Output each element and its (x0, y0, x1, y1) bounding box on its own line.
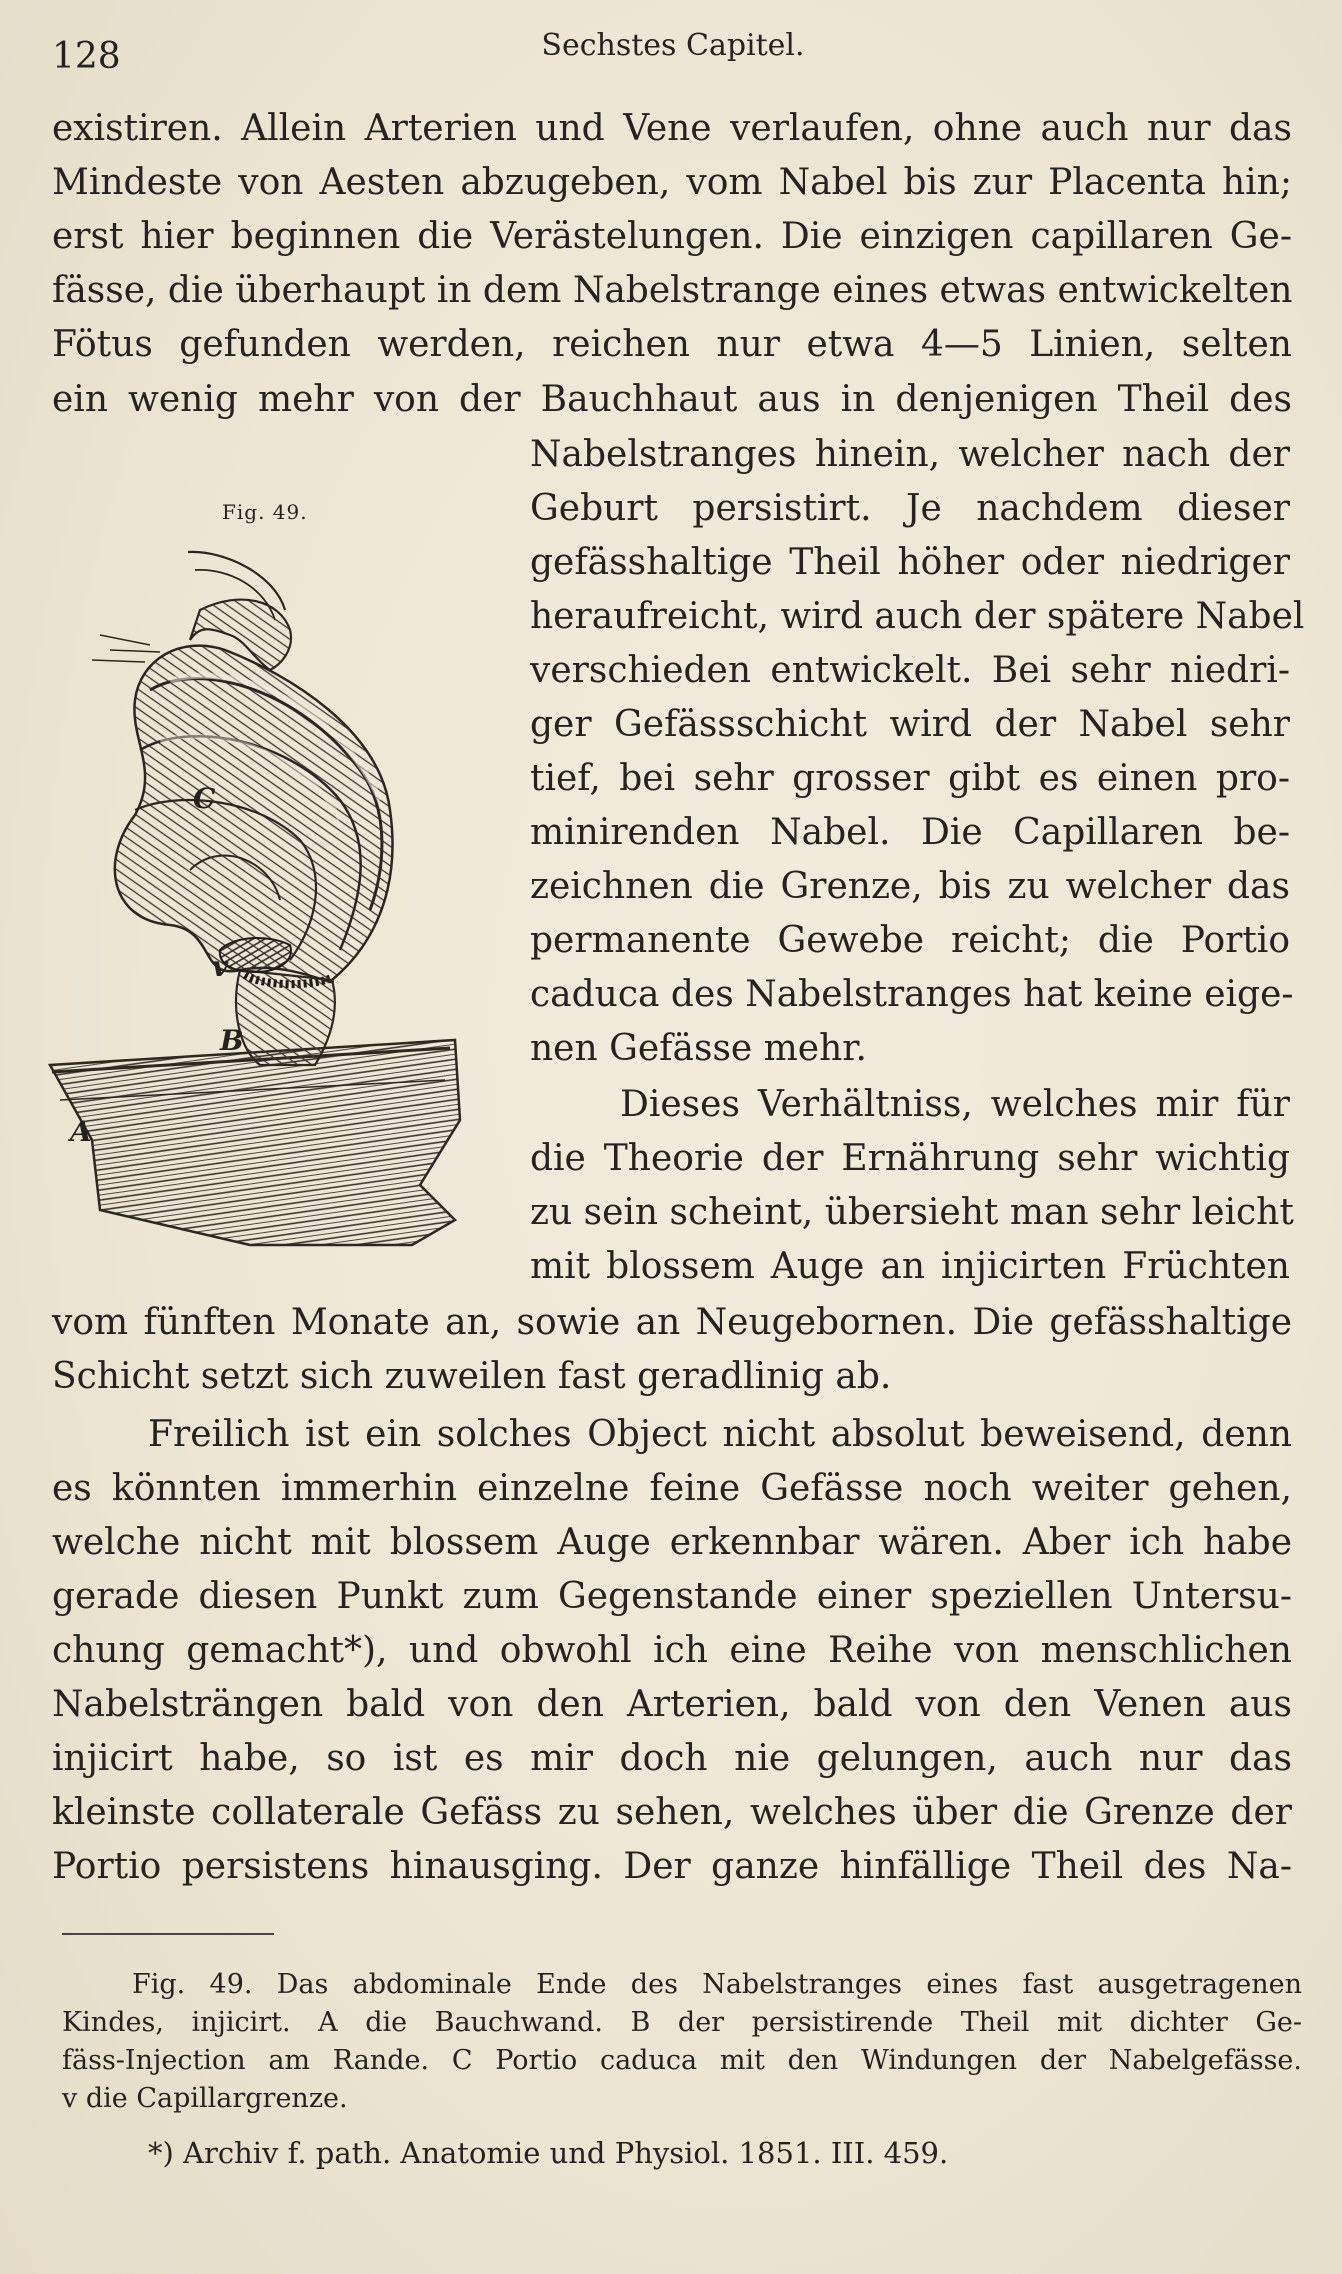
body-line: Freilich ist ein solches Object nicht absolut beweisend, denn (148, 1414, 1292, 1455)
body-line: ein wenig mehr von der Bauchhaut aus in denjenigen Theil des (52, 379, 1292, 420)
body-line: Mindeste von Aesten abzugeben, vom Nabel bis zur Placenta hin; (52, 162, 1292, 203)
body-line: Fötus gefunden werden, reichen nur etwa 4—5 Linien, selten (52, 324, 1292, 365)
body-line: erst hier beginnen die Verästelungen. Die einzigen capillaren Ge- (52, 216, 1292, 257)
body-line: gefässhaltige Theil höher oder niedriger (530, 542, 1290, 583)
figure-49-illustration (40, 540, 480, 1260)
body-line: Portio persistens hinausging. Der ganze hinfällige Theil des Na- (52, 1846, 1292, 1887)
body-line: caduca des Nabelstranges hat keine eige- (530, 974, 1294, 1015)
footnote-rule (62, 1933, 274, 1935)
figure-caption (62, 1966, 1302, 2118)
body-line: kleinste collaterale Gefäss zu sehen, welches über die Grenze der (52, 1792, 1292, 1833)
caption-line: Kindes, injicirt. A die Bauchwand. B der persistirende Theil mit dichter Ge- (62, 2007, 1302, 2038)
body-line: es könnten immerhin einzelne feine Gefässe noch weiter gehen, (52, 1468, 1292, 1509)
figure-letter-a: A (70, 1115, 92, 1148)
running-head: Sechstes Capitel. (541, 28, 805, 63)
body-line: welche nicht mit blossem Auge erkennbar wären. Aber ich habe (52, 1522, 1292, 1563)
body-line: die Theorie der Ernährung sehr wichtig (530, 1138, 1290, 1179)
caption-line: v die Capillargrenze. (62, 2083, 348, 2114)
body-line: zu sein scheint, übersieht man sehr leicht (530, 1192, 1294, 1233)
page-number: 128 (52, 36, 121, 77)
footnote: *) Archiv f. path. Anatomie und Physiol. 1851. III. 459. (148, 2136, 949, 2170)
body-line: permanente Gewebe reicht; die Portio (530, 920, 1290, 961)
body-line: zeichnen die Grenze, bis zu welcher das (530, 866, 1290, 907)
body-line: heraufreicht, wird auch der spätere Nabel (530, 596, 1305, 637)
body-line: Nabelstranges hinein, welcher nach der (530, 434, 1290, 475)
body-line: tief, bei sehr grosser gibt es einen pro- (530, 758, 1290, 799)
figure-label: Fig. 49. (222, 500, 308, 524)
body-line: Dieses Verhältniss, welches mir für (620, 1084, 1290, 1125)
figure-letter-b: B (220, 1024, 244, 1057)
page-header (52, 28, 1294, 78)
caption-line: Fig. 49. Das abdominale Ende des Nabelstranges eines fast ausgetragenen (132, 1969, 1302, 2000)
body-line: gerade diesen Punkt zum Gegenstande einer speziellen Untersu- (52, 1576, 1292, 1617)
body-line: Nabelsträngen bald von den Arterien, bald von den Venen aus (52, 1684, 1292, 1725)
body-line: existiren. Allein Arterien und Vene verlaufen, ohne auch nur das (52, 108, 1292, 149)
body-line: verschieden entwickelt. Bei sehr niedri- (530, 650, 1290, 691)
body-line: nen Gefässe mehr. (530, 1028, 867, 1069)
caption-line: fäss-Injection am Rande. C Portio caduca mit den Windungen der Nabelgefässe. (62, 2045, 1302, 2076)
body-line: Schicht setzt sich zuweilen fast geradlinig ab. (52, 1356, 892, 1397)
umbilical-cord-engraving (40, 540, 480, 1260)
body-line: minirenden Nabel. Die Capillaren be- (530, 812, 1290, 853)
body-line: injicirt habe, so ist es mir doch nie gelungen, auch nur das (52, 1738, 1292, 1779)
body-line: Geburt persistirt. Je nachdem dieser (530, 488, 1290, 529)
figure-letter-c: C (193, 782, 216, 815)
body-line: ger Gefässschicht wird der Nabel sehr (530, 704, 1290, 745)
body-line: mit blossem Auge an injicirten Früchten (530, 1246, 1290, 1287)
figure-letter-v: v (212, 950, 229, 983)
body-line: vom fünften Monate an, sowie an Neugebornen. Die gefässhaltige (52, 1302, 1292, 1343)
body-line: chung gemacht*), und obwohl ich eine Reihe von menschlichen (52, 1630, 1292, 1671)
body-line: fässe, die überhaupt in dem Nabelstrange eines etwas entwickelten (52, 270, 1293, 311)
